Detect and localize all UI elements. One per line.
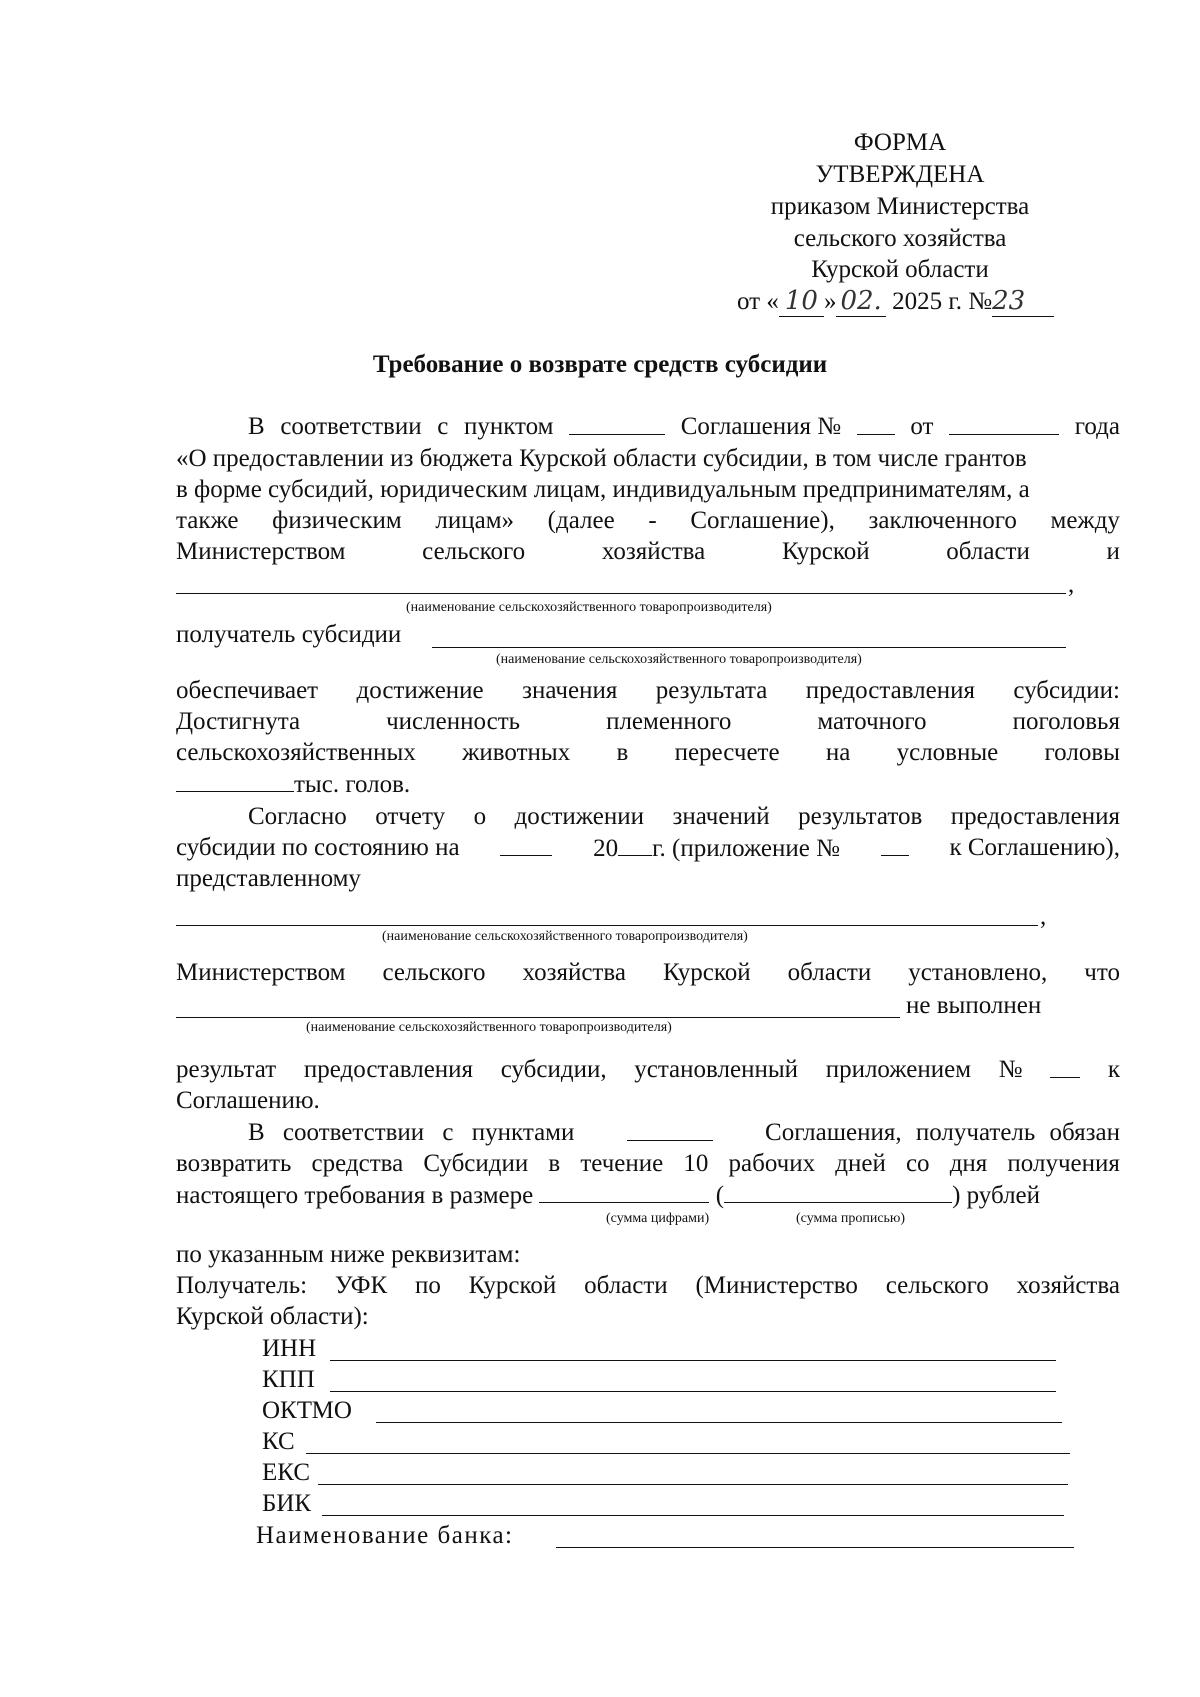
word: предоставления xyxy=(950,803,1120,830)
word: Министерством xyxy=(176,959,346,986)
eks-label: ЕКС xyxy=(262,1459,310,1486)
word: Получатель: xyxy=(176,1272,308,1299)
word: предоставления xyxy=(303,1056,474,1083)
word: физическим xyxy=(272,507,402,534)
producer-name-field[interactable] xyxy=(176,593,1066,594)
ministry-line: сельского хозяйства xyxy=(793,225,1007,252)
year-prefix: 20 xyxy=(593,835,619,862)
field-caption: (наименование сельскохозяйственного товаропроизводителя) xyxy=(496,652,862,667)
word: сельскохозяйственных xyxy=(176,739,416,766)
word: В xyxy=(248,413,265,440)
word: значений xyxy=(672,803,770,830)
word: результата xyxy=(655,677,768,704)
word: к xyxy=(1107,1056,1120,1083)
word: головы xyxy=(1044,739,1120,766)
p2-line2 xyxy=(176,833,1120,864)
word: хозяйства xyxy=(601,538,706,565)
word: результат xyxy=(176,1056,277,1083)
appendix-number-field[interactable] xyxy=(881,833,909,856)
word: Достигнута xyxy=(176,708,301,735)
refund-clause-field[interactable] xyxy=(627,1118,713,1141)
word: что xyxy=(1084,959,1120,986)
date-prefix: от « xyxy=(737,288,779,315)
kpp-field[interactable] xyxy=(330,1391,1056,1392)
word: значения xyxy=(522,677,618,704)
word: между xyxy=(1050,507,1120,534)
word: Соглашения № xyxy=(680,413,842,440)
oktmo-field[interactable] xyxy=(376,1422,1062,1423)
field-caption: (наименование сельскохозяйственного товаропроизводителя) xyxy=(382,929,748,944)
word: Курской xyxy=(662,959,751,986)
word: маточного xyxy=(817,708,927,735)
reporting-producer-field[interactable] xyxy=(176,925,1038,926)
word: сельского xyxy=(422,538,526,565)
word: № xyxy=(998,1056,1023,1083)
word: соответствии xyxy=(280,413,422,440)
word: 10 xyxy=(683,1150,709,1177)
paren-open: ( xyxy=(715,1182,725,1209)
word: условные xyxy=(896,739,999,766)
result-appendix-field[interactable] xyxy=(1050,1055,1080,1078)
amount-digits-field[interactable] xyxy=(539,1180,709,1203)
inn-field[interactable] xyxy=(330,1360,1056,1361)
year-field-wrap xyxy=(593,833,840,864)
date-mid: » xyxy=(823,288,837,315)
order-date-line xyxy=(737,286,1054,317)
text-segment: Соглашения, получатель обязан xyxy=(765,1119,1120,1146)
word: поголовья xyxy=(1012,708,1120,735)
bik-field[interactable] xyxy=(322,1515,1064,1516)
comma: , xyxy=(1040,903,1047,930)
word: сельского xyxy=(885,1272,989,1299)
word: Курской xyxy=(781,538,870,565)
word: с xyxy=(437,413,449,440)
p3-line3 xyxy=(176,1055,1120,1085)
word: заключенного xyxy=(868,507,1017,534)
p1-line2: «О предоставлении из бюджета Курской области субсидии, в том числе грантов xyxy=(176,445,1027,472)
word: в xyxy=(616,739,629,766)
word: области xyxy=(946,538,1030,565)
report-date-field[interactable] xyxy=(500,833,552,856)
word: возвратить xyxy=(176,1150,292,1177)
field-caption: (наименование сельскохозяйственного товаропроизводителя) xyxy=(306,1020,672,1035)
p2-line1 xyxy=(248,802,1120,832)
word: установлено, xyxy=(908,959,1048,986)
word: субсидии, xyxy=(500,1056,607,1083)
word: установленный xyxy=(634,1056,799,1083)
word: численность xyxy=(386,708,521,735)
text-segment: В соответствии с пунктами xyxy=(248,1119,575,1146)
p1-line5 xyxy=(176,537,1120,567)
region-line: Курской области xyxy=(811,256,989,283)
p1-line1 xyxy=(248,412,1120,442)
p4-line3 xyxy=(176,1180,1040,1211)
word: в xyxy=(548,1150,561,1177)
word: Согласно xyxy=(248,803,347,830)
p3-line1 xyxy=(176,958,1120,988)
comma: , xyxy=(1068,571,1075,598)
order-day: 10 xyxy=(779,286,824,317)
word: субсидии: xyxy=(1013,677,1120,704)
p1-line9 xyxy=(176,707,1120,737)
text-segment: субсидии по состоянию на xyxy=(176,834,460,861)
word: достижении xyxy=(514,803,644,830)
word: по xyxy=(414,1272,441,1299)
text-segment: к Соглашению), xyxy=(949,834,1120,861)
word: животных xyxy=(462,739,571,766)
bank-label: Наименование банка: xyxy=(256,1522,514,1549)
ks-label: КС xyxy=(262,1428,295,1455)
word: хозяйства xyxy=(1016,1272,1120,1299)
text-segment: настоящего требования в размере xyxy=(176,1182,534,1209)
amount-digits-caption: (сумма цифрами) xyxy=(606,1211,710,1226)
p1-line4 xyxy=(176,506,1120,536)
word: Курской xyxy=(468,1272,557,1299)
word: достижение xyxy=(356,677,484,704)
agreement-date-field[interactable] xyxy=(949,412,1059,435)
p1-line10 xyxy=(176,738,1120,768)
word: и xyxy=(1106,538,1120,565)
word: племенного xyxy=(606,708,732,735)
word: на xyxy=(825,739,851,766)
form-label: ФОРМА xyxy=(853,129,947,156)
word: (далее xyxy=(547,507,615,534)
field-caption: (наименование сельскохозяйственного товаропроизводителя) xyxy=(406,600,772,615)
word: обеспечивает xyxy=(176,677,319,704)
word: Соглашение), xyxy=(690,507,835,534)
recipient-name-field[interactable] xyxy=(432,647,1066,648)
order-number: 23 xyxy=(992,286,1054,317)
amount-words-caption: (сумма прописью) xyxy=(796,1211,906,1226)
word: от xyxy=(910,413,934,440)
word: приложением xyxy=(825,1056,972,1083)
requisites-intro: по указанным ниже реквизитам: xyxy=(176,1241,521,1268)
oktmo-label: ОКТМО xyxy=(262,1397,352,1424)
word: дня xyxy=(949,1150,988,1177)
order-line: приказом Министерства xyxy=(770,193,1030,220)
recipient-line1 xyxy=(176,1271,1120,1301)
word: течение xyxy=(580,1150,664,1177)
word: (Министерство xyxy=(695,1272,858,1299)
word: результатов xyxy=(798,803,923,830)
eks-field[interactable] xyxy=(318,1484,1068,1485)
approved-label: УТВЕРЖДЕНА xyxy=(815,161,985,188)
word: получения xyxy=(1007,1150,1120,1177)
p1-line8 xyxy=(176,676,1120,706)
recipient-line2: Курской области): xyxy=(176,1303,369,1330)
p4-line1 xyxy=(248,1118,1120,1148)
word: Министерством xyxy=(176,538,346,565)
word: области xyxy=(787,959,872,986)
bank-name-field[interactable] xyxy=(556,1547,1074,1548)
text-segment: ) рублей xyxy=(952,1182,1041,1209)
word: рабочих xyxy=(728,1150,816,1177)
not-fulfilled-text: не выполнен xyxy=(906,992,1042,1019)
word: также xyxy=(176,507,239,534)
document-title: Требование о возврате средств субсидии xyxy=(372,351,828,378)
unit-text: тыс. голов. xyxy=(294,771,411,798)
text-segment: г. (приложение № xyxy=(652,835,840,862)
p1-line3: в форме субсидий, юридическим лицам, индивидуальным предпринимателям, а xyxy=(176,476,1030,503)
ks-field[interactable] xyxy=(306,1453,1070,1454)
order-month: 02. xyxy=(836,286,885,317)
amount-words-field[interactable] xyxy=(724,1180,952,1203)
inn-label: ИНН xyxy=(262,1335,317,1362)
word: пересчете xyxy=(674,739,780,766)
p3-line4: Соглашению. xyxy=(176,1087,320,1114)
date-suffix: 2025 г. № xyxy=(892,288,993,315)
word: - xyxy=(648,507,657,534)
report-year-field[interactable] xyxy=(618,833,652,856)
word: области xyxy=(584,1272,668,1299)
word: УФК xyxy=(334,1272,388,1299)
p2-line3: представленному xyxy=(176,865,361,892)
agreement-number-field[interactable] xyxy=(857,412,895,435)
non-compliant-producer-field[interactable] xyxy=(176,1017,900,1018)
word: пунктом xyxy=(463,413,554,440)
heads-count-field[interactable] xyxy=(176,769,294,792)
word: предоставления xyxy=(805,677,975,704)
recipient-label: получатель субсидии xyxy=(176,621,402,648)
word: хозяйства xyxy=(522,959,626,986)
clause-number-field[interactable] xyxy=(569,412,665,435)
word: о xyxy=(473,803,487,830)
word: отчету xyxy=(375,803,446,830)
word: дней xyxy=(835,1150,886,1177)
word: года xyxy=(1074,413,1120,440)
word: средства xyxy=(311,1150,404,1177)
word: со xyxy=(905,1150,930,1177)
word: сельского xyxy=(382,959,486,986)
p4-line2 xyxy=(176,1149,1120,1179)
word: Субсидии xyxy=(423,1150,529,1177)
p1-line11 xyxy=(176,769,410,800)
bik-label: БИК xyxy=(262,1490,312,1517)
kpp-label: КПП xyxy=(262,1366,315,1393)
word: лицам» xyxy=(435,507,515,534)
